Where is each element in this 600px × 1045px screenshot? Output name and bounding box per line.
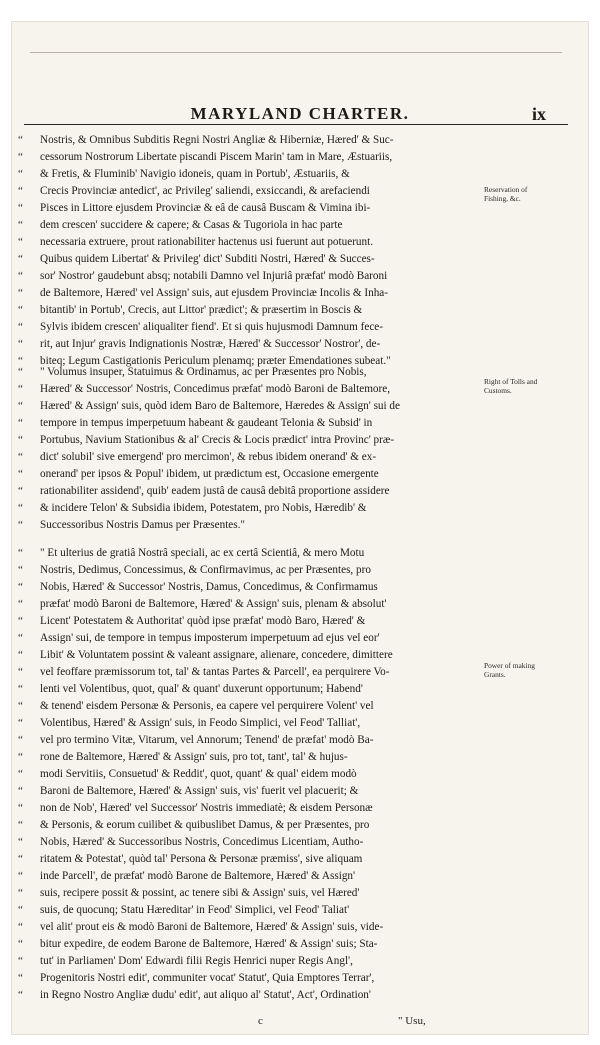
text-line: Quibus quidem Libertat' & Privileg' dict' Subditi Nostri, Hæred' & Succes- — [40, 253, 375, 265]
paragraph-power-of-grants — [18, 545, 480, 1004]
paragraph-tolls-customs — [18, 364, 480, 534]
text-line: Nostris, & Omnibus Subditis Regni Nostri Angliæ & Hiberniæ, Hæred' & Suc- — [40, 134, 394, 146]
text-line: Hæred' & Successor' Nostris, Concedimus præfat' modò Baroni de Baltemore, — [40, 383, 391, 395]
quote-mark: “ — [18, 632, 23, 644]
text-line: onerand' per ipsos & Popul' ibidem, ut prædictum est, Occasione emergente — [40, 468, 379, 480]
quote-mark: “ — [18, 304, 23, 316]
text-line: Nobis, Hæred' & Successoribus Nostris, Concedimus Licentiam, Autho- — [40, 836, 364, 848]
text-line: Successoribus Nostris Damus per Præsentes." — [40, 519, 245, 531]
marginal-note-tolls: Right of Tolls and Customs. — [484, 377, 538, 395]
text-line: necessaria extruere, prout rationabiliter hactenus usi fuerunt aut potuerunt. — [40, 236, 374, 248]
text-line: Assign' sui, de tempore in tempus imposterum imperpetuum ad ejus vel eor' — [40, 632, 380, 644]
page-number: ix — [532, 104, 547, 124]
quote-mark: “ — [18, 434, 23, 446]
quote-mark: “ — [18, 355, 23, 367]
quote-mark: “ — [18, 581, 23, 593]
quote-mark: “ — [18, 734, 23, 746]
quote-mark: “ — [18, 989, 23, 1001]
text-line: vel pro termino Vitæ, Vitarum, vel Annorum; Tenend' de præfat' modò Ba- — [40, 734, 374, 746]
quote-mark: “ — [18, 768, 23, 780]
quote-mark: “ — [18, 417, 23, 429]
quote-mark: “ — [18, 383, 23, 395]
quote-mark: “ — [18, 717, 23, 729]
text-line: Libit' & Voluntatem possint & valeant assignare, alienare, concedere, dimittere — [40, 649, 393, 661]
text-line: tut' in Parliamen' Dom' Edwardi filii Regis Henrici nuper Regis Angl', — [40, 955, 353, 967]
quote-mark: “ — [18, 321, 23, 333]
text-line: " Et ulterius de gratiâ Nostrâ speciali, ac ex certâ Scientiâ, & mero Motu — [40, 547, 365, 559]
text-line: bitur expedire, de eodem Barone de Baltemore, Hæred' & Assign' suis; Sta- — [40, 938, 378, 950]
quote-mark: “ — [18, 168, 23, 180]
quote-mark: “ — [18, 564, 23, 576]
marginal-note-grants: Power of making Grants. — [484, 661, 535, 679]
text-line: non de Nob', Hæred' vel Successor' Nostris immediatè; & eisdem Personæ — [40, 802, 373, 814]
text-line: Nobis, Hæred' & Successor' Nostris, Damus, Concedimus, & Confirmamus — [40, 581, 378, 593]
top-edge-rule — [30, 52, 562, 53]
quote-mark: “ — [18, 819, 23, 831]
quote-mark: “ — [18, 853, 23, 865]
quote-mark: “ — [18, 366, 23, 378]
quote-mark: “ — [18, 598, 23, 610]
quote-mark: “ — [18, 904, 23, 916]
text-line: vel feoffare præmissorum tot, tal' & tantas Partes & Parcell', ea perquirere Vo- — [40, 666, 390, 678]
quote-mark: “ — [18, 519, 23, 531]
quote-mark: “ — [18, 700, 23, 712]
quote-mark: “ — [18, 870, 23, 882]
text-line: rationabiliter assidend', quib' eadem justâ de causâ debitâ proportione assidere — [40, 485, 390, 497]
quote-mark: “ — [18, 972, 23, 984]
text-line: suis, recipere possit & possint, ac tenere sibi & Assign' suis, vel Hæred' — [40, 887, 360, 899]
text-line: & tenend' eisdem Personæ & Personis, ea capere vel perquirere Volent' vel — [40, 700, 374, 712]
text-line: Sylvis ibidem crescen' aliqualiter fiend'. Et si quis hujusmodi Damnum fece- — [40, 321, 383, 333]
text-line: sor' Nostror' gaudebunt absq; notabili Damno vel Injuriâ præfat' modò Baroni — [40, 270, 388, 282]
text-line: vel alit' prout eis & modò Baroni de Baltemore, Hæred' & Assign' suis, vide- — [40, 921, 384, 933]
marginal-note-fishing: Reservation of Fishing, &c. — [484, 185, 528, 203]
header-rule — [24, 124, 568, 125]
text-line: Volentibus, Hæred' & Assign' suis, in Feodo Simplici, vel Feod' Talliat', — [40, 717, 361, 729]
text-line: tempore in tempus imperpetuum habeant & gaudeant Telonia & Subsid' in — [40, 417, 373, 429]
text-line: suis, de quocunq; Statu Hæreditar' in Feod' Simplici, vel Feod' Taliat' — [40, 904, 350, 916]
text-line: in Regno Nostro Angliæ dudu' edit', aut aliquo al' Statut', Act', Ordination' — [40, 989, 371, 1001]
quote-mark: “ — [18, 683, 23, 695]
text-line: & Personis, & eorum cuilibet & quibuslibet Damus, & per Præsentes, pro — [40, 819, 370, 831]
text-line: & Fretis, & Fluminib' Navigio idoneis, quam in Portub', Æstuariis, & — [40, 168, 350, 180]
quote-mark: “ — [18, 202, 23, 214]
quote-mark: “ — [18, 887, 23, 899]
quote-mark: “ — [18, 785, 23, 797]
quote-mark: “ — [18, 270, 23, 282]
quote-mark: “ — [18, 649, 23, 661]
quote-mark: “ — [18, 485, 23, 497]
quote-mark: “ — [18, 938, 23, 950]
quote-mark: “ — [18, 751, 23, 763]
text-line: biteq; Legum Castigationis Periculum plenamq; præter Emendationes subeat." — [40, 355, 391, 367]
signature-mark: c — [258, 1015, 263, 1027]
quote-mark: “ — [18, 338, 23, 350]
text-line: bitantib' in Portub', Crecis, aut Littor' prædict'; & præsertim in Boscis & — [40, 304, 363, 316]
quote-mark: “ — [18, 468, 23, 480]
text-line: ritatem & Potestat', quòd tal' Persona & Personæ præmiss', sive aliquam — [40, 853, 363, 865]
quote-mark: “ — [18, 151, 23, 163]
quote-mark: “ — [18, 185, 23, 197]
text-line: modi Servitiis, Consuetud' & Reddit', quot, quant' & qual' eidem modò — [40, 768, 357, 780]
text-line: & incidere Telon' & Subsidia ibidem, Potestatem, pro Nobis, Hæredib' & — [40, 502, 367, 514]
text-line: dem crescen' succidere & capere; & Casas & Tugoriola in hac parte — [40, 219, 343, 231]
quote-mark: “ — [18, 921, 23, 933]
quote-mark: “ — [18, 502, 23, 514]
quote-mark: “ — [18, 236, 23, 248]
running-title: MARYLAND CHARTER. — [190, 104, 410, 123]
text-line: Nostris, Dedimus, Concessimus, & Confirmavimus, ac per Præsentes, pro — [40, 564, 371, 576]
text-line: " Volumus insuper, Statuimus & Ordinamus, ac per Præsentes pro Nobis, — [40, 366, 367, 378]
quote-mark: “ — [18, 547, 23, 559]
text-line: rone de Baltemore, Hæred' & Assign' suis, pro tot, tant', tal' & hujus- — [40, 751, 348, 763]
text-line: Crecis Provinciæ antedict', ac Privileg' saliendi, exsiccandi, & arefaciendi — [40, 185, 370, 197]
quote-mark: “ — [18, 287, 23, 299]
text-line: præfat' modò Baroni de Baltemore, Hæred' & Assign' suis, plenam & absolut' — [40, 598, 387, 610]
text-line: Progenitoris Nostri edit', communiter vocat' Statut', Quia Emptores Terrar', — [40, 972, 375, 984]
quote-mark: “ — [18, 219, 23, 231]
paragraph-fishing-rights — [18, 132, 480, 370]
text-line: Hæred' & Assign' suis, quòd idem Baro de Baltemore, Hæredes & Assign' sui de — [40, 400, 400, 412]
text-line: Portubus, Navium Stationibus & al' Crecis & Locis prædict' intra Provinc' præ- — [40, 434, 395, 446]
quote-mark: “ — [18, 253, 23, 265]
catchword: " Usu, — [398, 1015, 426, 1027]
quote-mark: “ — [18, 666, 23, 678]
text-line: dict' solubil' sive emergend' pro mercimon', & rebus ibidem onerand' & ex- — [40, 451, 377, 463]
text-line: cessorum Nostrorum Libertate piscandi Piscem Marin' tam in Mare, Æstuariis, — [40, 151, 393, 163]
text-line: de Baltemore, Hæred' vel Assign' suis, aut ejusdem Provinciæ Incolis & Inha- — [40, 287, 388, 299]
quote-mark: “ — [18, 836, 23, 848]
quote-mark: “ — [18, 400, 23, 412]
text-line: lenti vel Volentibus, quot, qual' & quant' duxerunt opportunum; Habend' — [40, 683, 363, 695]
text-line: inde Parcell', de præfat' modò Barone de Baltemore, Hæred' & Assign' — [40, 870, 356, 882]
text-line: Baroni de Baltemore, Hæred' & Assign' suis, vis' fuerit vel placuerit; & — [40, 785, 359, 797]
text-line: Pisces in Littore ejusdem Provinciæ & eâ de causâ Buscam & Vimina ibi- — [40, 202, 371, 214]
quote-mark: “ — [18, 955, 23, 967]
quote-mark: “ — [18, 451, 23, 463]
quote-mark: “ — [18, 802, 23, 814]
quote-mark: “ — [18, 134, 23, 146]
text-line: rit, aut Injur' gravis Indignationis Nostræ, Hæred' & Successor' Nostror', de- — [40, 338, 381, 350]
quote-mark: “ — [18, 615, 23, 627]
text-line: Licent' Potestatem & Authoritat' quòd ipse præfat' modò Baro, Hæred' & — [40, 615, 366, 627]
